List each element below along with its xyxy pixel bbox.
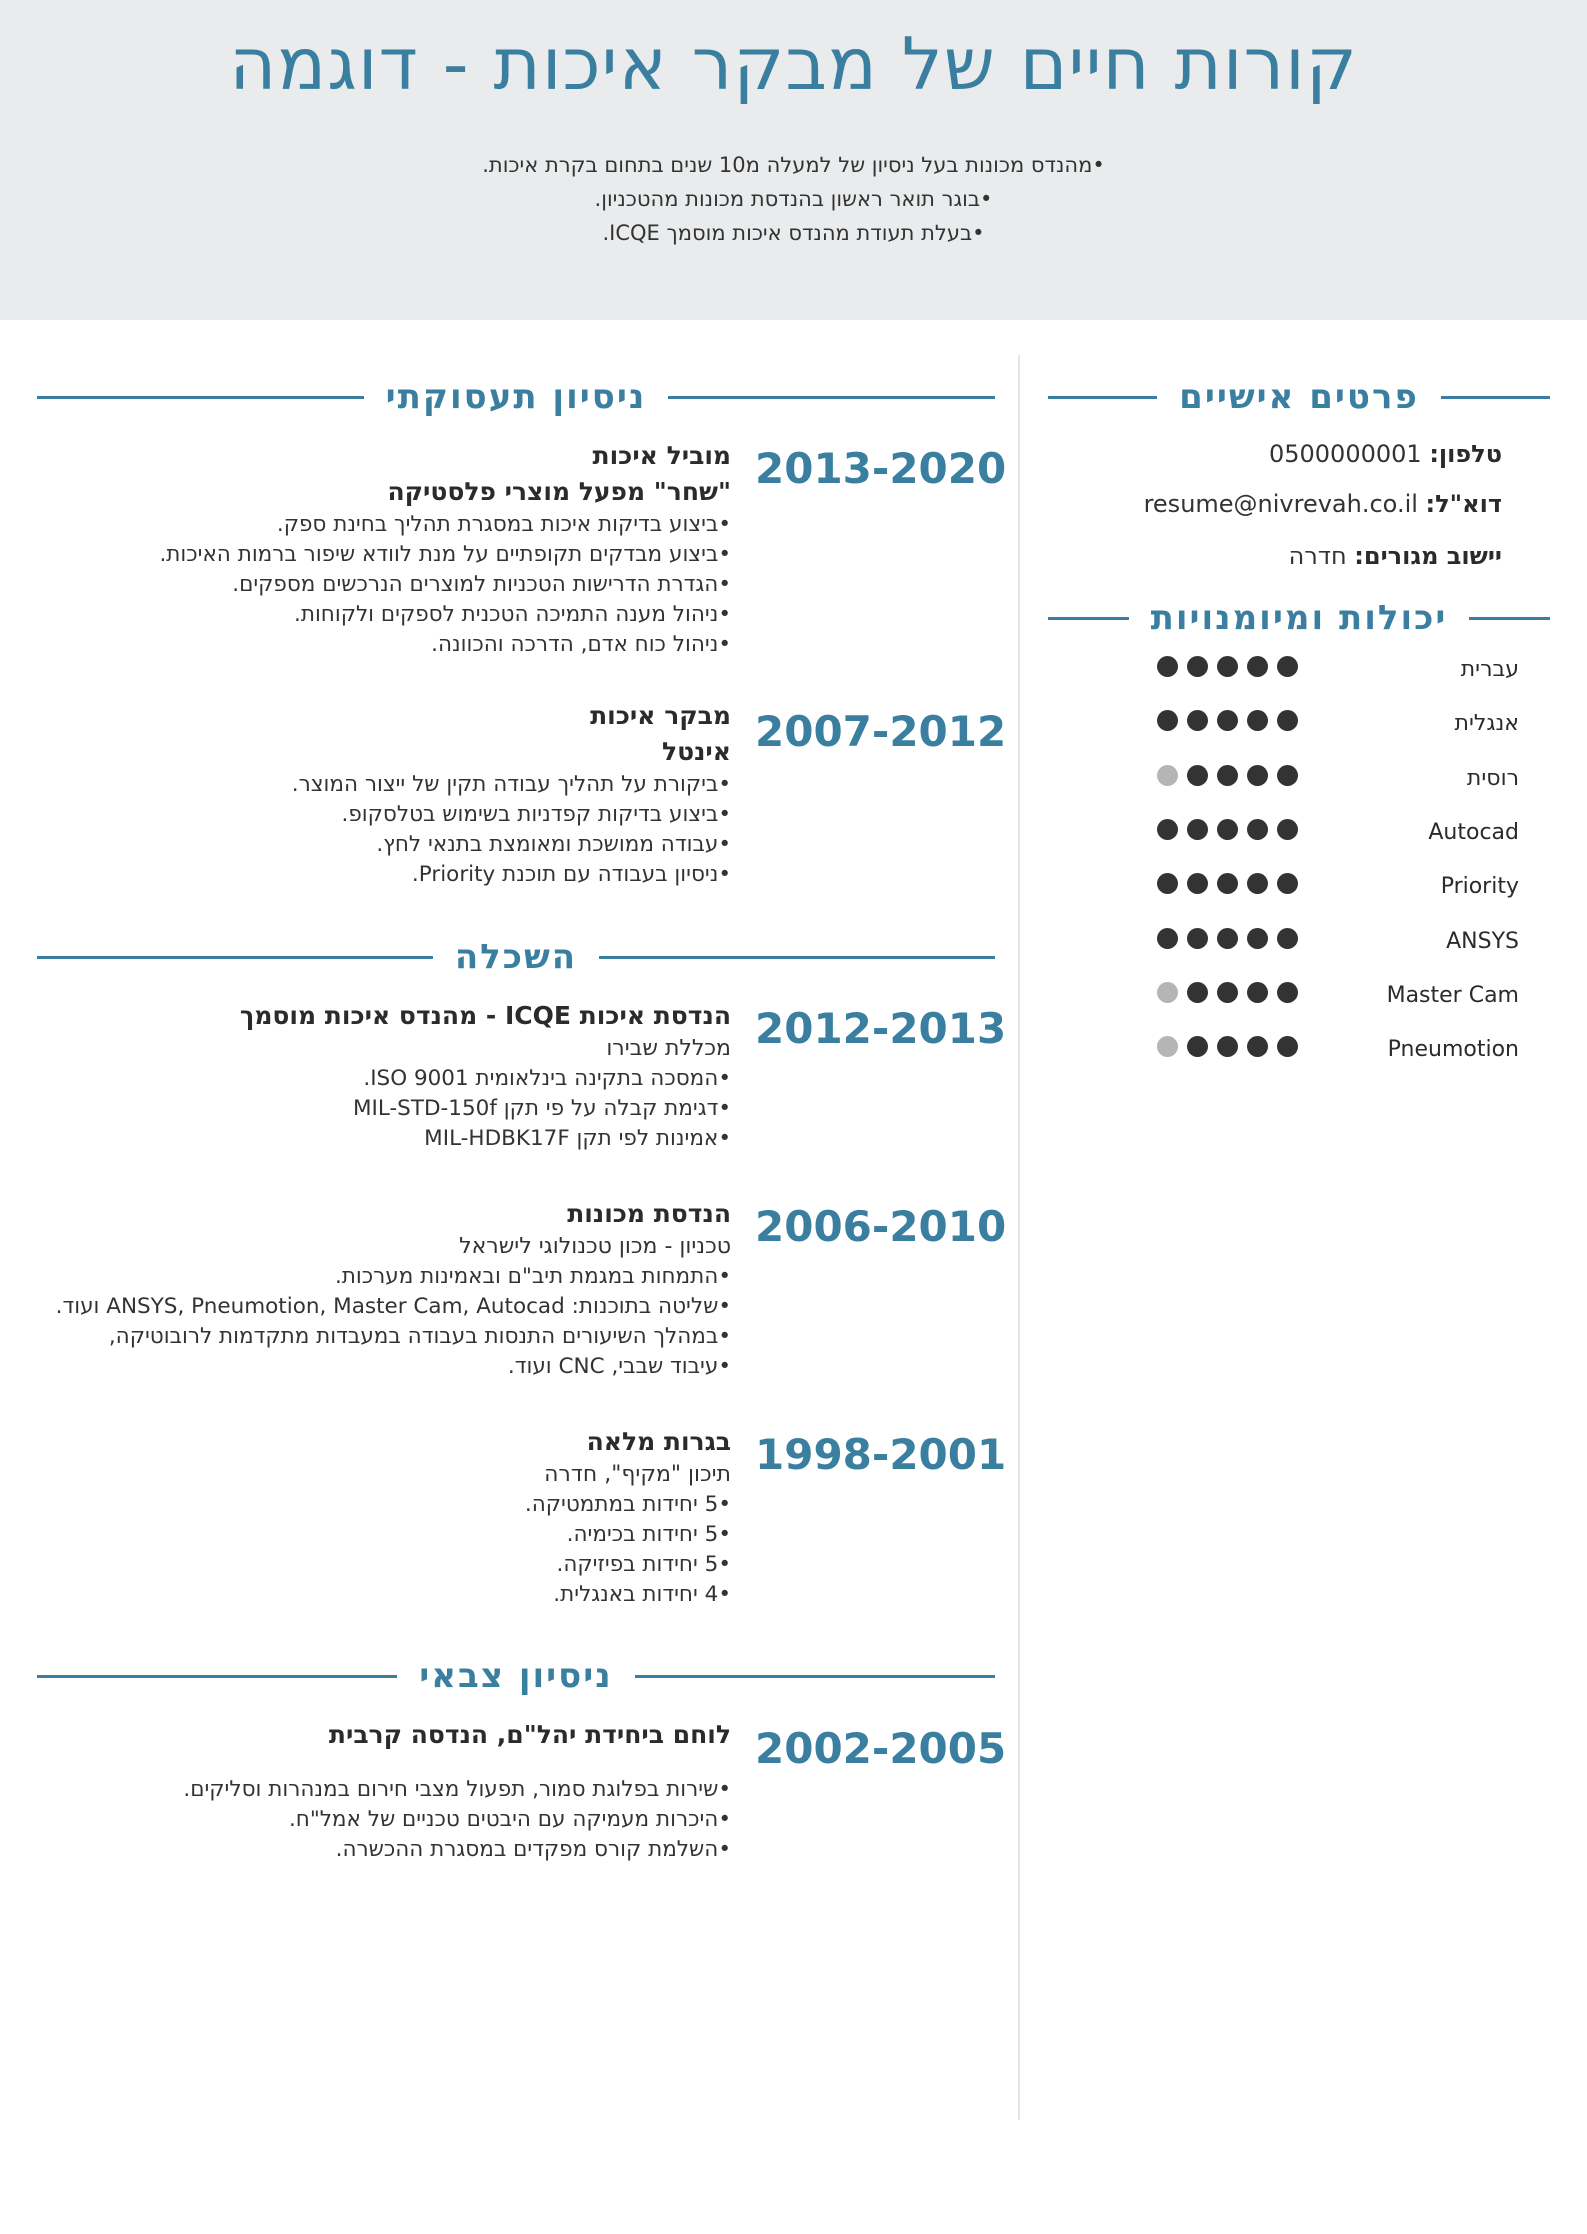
page-title: קורות חיים של מבקר איכות - דוגמה bbox=[229, 22, 1358, 106]
bullet-item: • ניהול כוח אדם, הדרכה והכוונה. bbox=[159, 630, 731, 660]
rating-dot-filled bbox=[1247, 928, 1268, 949]
section-personal bbox=[1048, 372, 1550, 422]
entry-company: "שחר" מפעל מוצרי פלסטיקה bbox=[387, 477, 731, 506]
bullet-item: • דגימת קבלה על פי תקן MIL-STD-150f bbox=[240, 1094, 731, 1124]
bullet-item: • התמחות במגמת תיב"ם ובאמינות מערכות. bbox=[56, 1262, 731, 1292]
section-rule bbox=[37, 396, 364, 399]
rating-dot-filled bbox=[1247, 656, 1268, 677]
rating-dot-empty bbox=[1157, 1036, 1178, 1057]
bullet-item: • ביצוע בדיקות איכות במסגרת תהליך בחינת ספק. bbox=[159, 510, 731, 540]
rating-dot-filled bbox=[1157, 873, 1178, 894]
rating-dot-filled bbox=[1277, 765, 1298, 786]
rating-dot-empty bbox=[1157, 982, 1178, 1003]
bullet-item: • אמינות לפי תקן MIL-HDBK17F bbox=[240, 1124, 731, 1154]
rating-dot-filled bbox=[1217, 765, 1238, 786]
rating-dot-filled bbox=[1187, 873, 1208, 894]
entry-bullets bbox=[525, 1490, 731, 1610]
entry-years: 2007-2012 bbox=[755, 707, 1007, 756]
entry-title: הנדסת מכונות bbox=[567, 1199, 731, 1228]
section-rule bbox=[37, 956, 433, 959]
skill-rating bbox=[1157, 656, 1307, 678]
skill-rating bbox=[1157, 982, 1307, 1004]
entry-institution: תיכון "מקיף", חדרה bbox=[544, 1462, 731, 1487]
skill-rating bbox=[1157, 765, 1307, 787]
bullet-item: • במהלך השיעורים התנסות בעבודה במעבדות מתקדמות לרובוטיקה, bbox=[56, 1322, 731, 1352]
rating-dot-filled bbox=[1247, 982, 1268, 1003]
bullet-item: • 5 יחידות במתמטיקה. bbox=[525, 1490, 731, 1520]
skill-name: Priority bbox=[1440, 874, 1519, 899]
summary-line: •בעלת תעודת מהנדס איכות מוסמך ICQE. bbox=[602, 221, 985, 245]
bullet-item: • עבודה ממושכת ומאומצת בתנאי לחץ. bbox=[292, 830, 731, 860]
rating-dot-filled bbox=[1277, 1036, 1298, 1057]
bullet-item: • הגדרת הדרישות הטכניות למוצרים הנרכשים מספקים. bbox=[159, 570, 731, 600]
entry-institution: מכללת שבירו bbox=[606, 1036, 731, 1061]
bullet-continuation: • עיבוד שבבי, CNC ועוד. bbox=[56, 1352, 731, 1382]
rating-dot-filled bbox=[1247, 710, 1268, 731]
rating-dot-filled bbox=[1187, 656, 1208, 677]
rating-dot-filled bbox=[1277, 982, 1298, 1003]
section-rule bbox=[1048, 617, 1129, 620]
field-label: דוא"ל: bbox=[1425, 490, 1502, 518]
rating-dot-filled bbox=[1187, 819, 1208, 840]
field-value: 0500000001 bbox=[1268, 440, 1422, 468]
entry-years: 2006-2010 bbox=[755, 1202, 1007, 1251]
section-skills bbox=[1048, 593, 1550, 643]
bullet-item: • ביצוע בדיקות קפדניות בשימוש בטלסקופ. bbox=[292, 800, 731, 830]
section-title: ניסיון תעסוקתי bbox=[385, 377, 647, 417]
bullet-item: • ביקורת על תהליך עבודה תקין של ייצור המוצר. bbox=[292, 770, 731, 800]
rating-dot-filled bbox=[1217, 710, 1238, 731]
entry-bullets bbox=[159, 510, 731, 660]
rating-dot-filled bbox=[1187, 1036, 1208, 1057]
rating-dot-filled bbox=[1247, 819, 1268, 840]
field-label: טלפון: bbox=[1429, 440, 1502, 468]
skill-rating bbox=[1157, 710, 1307, 732]
entry-bullets bbox=[240, 1064, 731, 1154]
entry-bullets bbox=[292, 770, 731, 890]
rating-dot-filled bbox=[1157, 928, 1178, 949]
section-education bbox=[37, 932, 995, 982]
summary-line: •מהנדס מכונות בעל ניסיון של למעלה מ10 שנים בתחום בקרת איכות. bbox=[482, 153, 1105, 177]
bullet-item: • שליטה בתוכנות: ANSYS, Pneumotion, Master Cam, Autocad ועוד. bbox=[56, 1292, 731, 1322]
skill-name: Master Cam bbox=[1386, 983, 1519, 1008]
section-experience bbox=[37, 372, 995, 422]
military-entry bbox=[183, 1717, 731, 1865]
rating-dot-filled bbox=[1217, 1036, 1238, 1057]
education-entry bbox=[240, 998, 731, 1154]
entry-bullets bbox=[183, 1775, 731, 1865]
rating-dot-filled bbox=[1187, 982, 1208, 1003]
rating-dot-filled bbox=[1157, 656, 1178, 677]
entry-bullets bbox=[56, 1262, 731, 1382]
rating-dot-filled bbox=[1187, 710, 1208, 731]
section-rule bbox=[668, 396, 995, 399]
skill-name: Autocad bbox=[1428, 820, 1519, 845]
summary bbox=[0, 148, 1587, 250]
section-title: פרטים אישיים bbox=[1179, 377, 1419, 417]
skill-name: רוסית bbox=[1466, 766, 1519, 791]
experience-entry bbox=[159, 438, 731, 660]
field-value: חדרה bbox=[1288, 542, 1347, 570]
entry-title: לוחם ביחידת יהל"ם, הנדסה קרבית bbox=[328, 1720, 731, 1749]
section-title: ניסיון צבאי bbox=[419, 1656, 613, 1696]
entry-title: הנדסת איכות ICQE - מהנדס איכות מוסמך bbox=[239, 1001, 731, 1030]
bullet-item: • המסכה בתקינה בינלאומית ISO 9001. bbox=[240, 1064, 731, 1094]
entry-years: 1998-2001 bbox=[755, 1430, 1007, 1479]
field-value: resume@nivrevah.co.il bbox=[1143, 490, 1418, 518]
entry-years: 2002-2005 bbox=[755, 1724, 1007, 1773]
entry-institution: טכניון - מכון טכנולוגי לישראל bbox=[459, 1234, 731, 1259]
skill-name: אנגלית bbox=[1454, 711, 1519, 736]
section-rule bbox=[37, 1675, 397, 1678]
bullet-item: • שירות בפלוגת סמור, תפעול מצבי חירום במנהרות וסליקים. bbox=[183, 1775, 731, 1805]
skill-name: Pneumotion bbox=[1387, 1037, 1519, 1062]
rating-dot-filled bbox=[1217, 928, 1238, 949]
section-rule bbox=[635, 1675, 995, 1678]
bullet-item: • 5 יחידות בפיזיקה. bbox=[525, 1550, 731, 1580]
rating-dot-filled bbox=[1217, 819, 1238, 840]
rating-dot-filled bbox=[1217, 982, 1238, 1003]
section-title: יכולות ומיומנויות bbox=[1150, 598, 1448, 638]
rating-dot-filled bbox=[1277, 928, 1298, 949]
rating-dot-filled bbox=[1247, 765, 1268, 786]
rating-dot-filled bbox=[1187, 765, 1208, 786]
entry-title: מבקר איכות bbox=[590, 701, 731, 730]
rating-dot-filled bbox=[1277, 656, 1298, 677]
skill-name: עברית bbox=[1460, 657, 1519, 682]
education-entry bbox=[525, 1424, 731, 1610]
section-title: השכלה bbox=[454, 937, 578, 977]
column-divider bbox=[1018, 355, 1020, 2120]
header-band bbox=[0, 0, 1587, 320]
skill-rating bbox=[1157, 819, 1307, 841]
rating-dot-filled bbox=[1277, 819, 1298, 840]
rating-dot-filled bbox=[1277, 873, 1298, 894]
summary-line: •בוגר תואר ראשון בהנדסת מכונות מהטכניון. bbox=[594, 187, 993, 211]
rating-dot-filled bbox=[1157, 710, 1178, 731]
section-rule bbox=[1441, 396, 1550, 399]
bullet-item: • היכרות מעמיקה עם היבטים טכניים של אמל"ח. bbox=[183, 1805, 731, 1835]
skill-rating bbox=[1157, 928, 1307, 950]
section-rule bbox=[1048, 396, 1157, 399]
skill-rating bbox=[1157, 1036, 1307, 1058]
entry-company: אינטל bbox=[662, 737, 731, 766]
experience-entry bbox=[292, 698, 731, 890]
rating-dot-empty bbox=[1157, 765, 1178, 786]
entry-years: 2013-2020 bbox=[755, 444, 1007, 493]
section-rule bbox=[1469, 617, 1550, 620]
skill-rating bbox=[1157, 873, 1307, 895]
rating-dot-filled bbox=[1247, 873, 1268, 894]
rating-dot-filled bbox=[1247, 1036, 1268, 1057]
field-label: יישוב מגורים: bbox=[1354, 542, 1502, 570]
skill-name: ANSYS bbox=[1446, 929, 1519, 954]
rating-dot-filled bbox=[1277, 710, 1298, 731]
education-entry bbox=[56, 1196, 731, 1382]
personal-city bbox=[1289, 542, 1502, 570]
section-military bbox=[37, 1651, 995, 1701]
rating-dot-filled bbox=[1217, 873, 1238, 894]
bullet-item: • השלמת קורס מפקדים במסגרת ההכשרה. bbox=[183, 1835, 731, 1865]
bullet-item: • ניסיון בעבודה עם תוכנת Priority. bbox=[292, 860, 731, 890]
rating-dot-filled bbox=[1217, 656, 1238, 677]
entry-title: מוביל איכות bbox=[592, 441, 731, 470]
section-rule bbox=[599, 956, 995, 959]
bullet-item: • ביצוע מבדקים תקופתיים על מנת לוודא שיפור ברמות האיכות. bbox=[159, 540, 731, 570]
entry-years: 2012-2013 bbox=[755, 1004, 1007, 1053]
bullet-item: • ניהול מענה התמיכה הטכנית לספקים ולקוחות. bbox=[159, 600, 731, 630]
personal-email bbox=[1144, 490, 1502, 518]
rating-dot-filled bbox=[1187, 928, 1208, 949]
bullet-item: • 4 יחידות באנגלית. bbox=[525, 1580, 731, 1610]
bullet-item: • 5 יחידות בכימיה. bbox=[525, 1520, 731, 1550]
personal-phone bbox=[1269, 440, 1502, 468]
entry-title: בגרות מלאה bbox=[586, 1427, 731, 1456]
rating-dot-filled bbox=[1157, 819, 1178, 840]
